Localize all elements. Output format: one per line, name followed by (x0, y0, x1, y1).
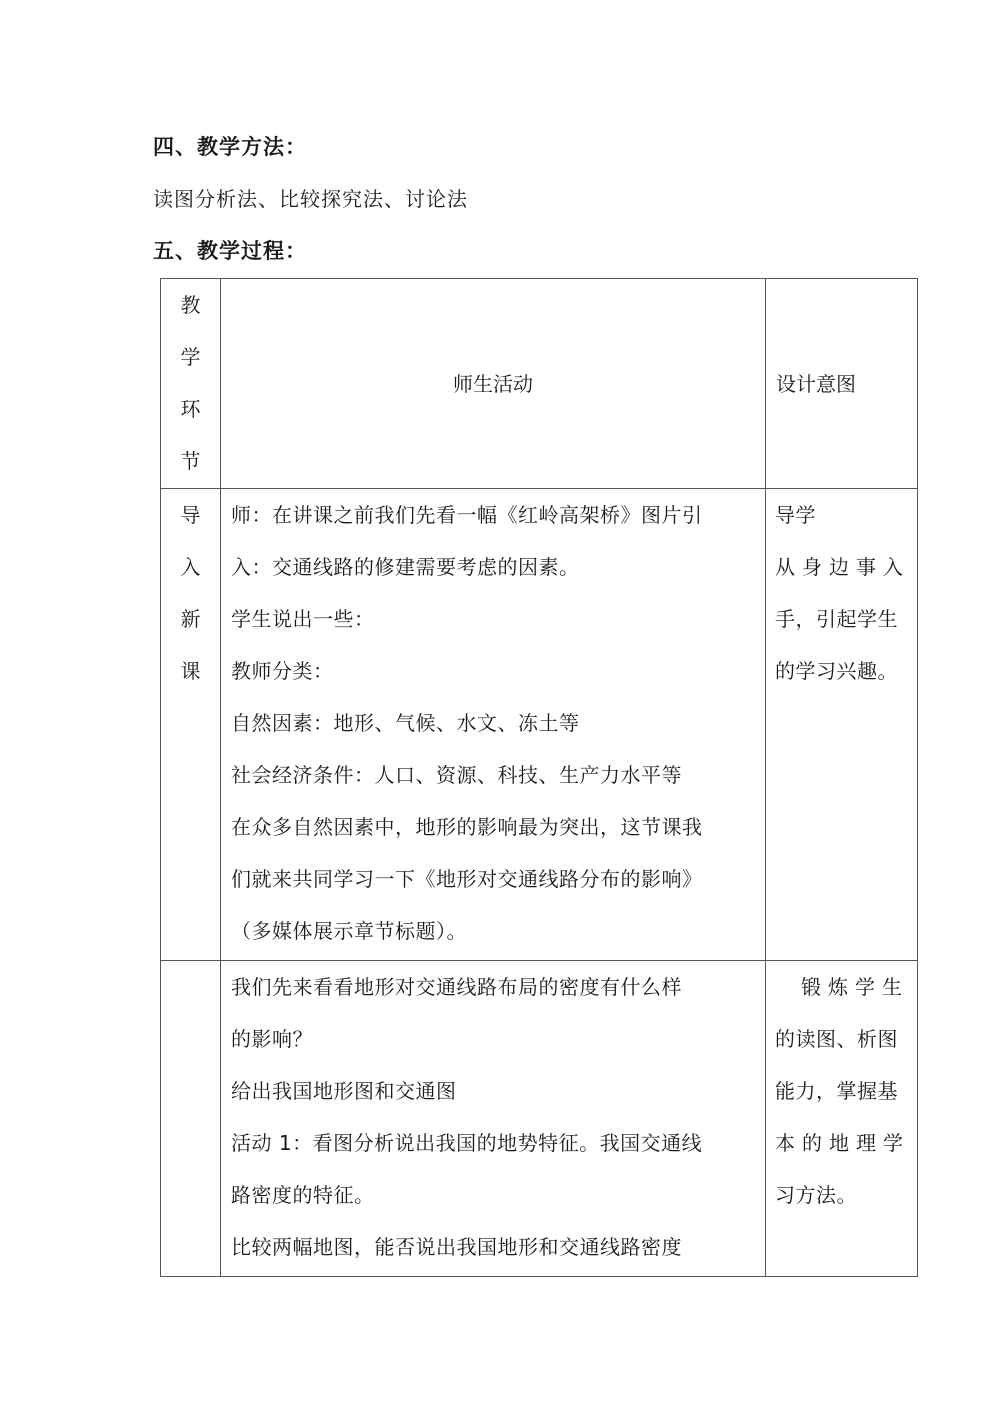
intent-line: 能力，掌握基 (775, 1079, 898, 1103)
header-stage-char: 节 (180, 449, 201, 473)
intent-line: 习方法。 (775, 1183, 857, 1207)
intent-line: 手，引起学生 (775, 607, 898, 631)
stage-char: 入 (180, 555, 201, 579)
activity-line: 学生说出一些： (231, 607, 375, 631)
header-stage-char: 教 (180, 293, 201, 317)
intent-text (766, 961, 917, 1221)
stage-cell (161, 489, 221, 961)
activity-line: 教师分类： (231, 659, 334, 683)
activity-line: 入：交通线路的修建需要考虑的因素。 (231, 555, 580, 579)
header-stage-label (161, 279, 220, 487)
intent-cell (766, 489, 918, 961)
stage-char: 新 (180, 607, 201, 631)
activity-cell (221, 961, 766, 1277)
activity-line: 自然因素：地形、气候、水文、冻土等 (231, 711, 580, 735)
activity-line: （多媒体展示章节标题）。 (231, 919, 467, 943)
table-row (161, 961, 918, 1277)
intent-cell (766, 961, 918, 1277)
intent-line: 的读图、析图 (775, 1027, 898, 1051)
activity-line: 我们先来看看地形对交通线路布局的密度有什么样 (231, 975, 682, 999)
intent-line: 的学习兴趣。 (775, 659, 898, 683)
header-stage-cell (161, 279, 221, 489)
table-row (161, 489, 918, 961)
activity-line: 比较两幅地图，能否说出我国地形和交通线路密度 (231, 1235, 682, 1259)
activity-text (221, 489, 765, 957)
header-stage-char: 学 (180, 345, 201, 369)
activity-line: 师：在讲课之前我们先看一幅《红岭高架桥》图片引 (231, 503, 703, 527)
intent-line: 本的地理学 (775, 1131, 910, 1155)
stage-cell (161, 961, 221, 1277)
teaching-methods-text: 读图分析法、比较探究法、讨论法 (153, 187, 468, 211)
section-heading-teaching-process: 五、教学过程： (153, 239, 307, 263)
activity-cell (221, 489, 766, 961)
activity-line: 社会经济条件：人口、资源、科技、生产力水平等 (231, 763, 682, 787)
intent-line: 导学 (775, 503, 816, 527)
activity-line: 路密度的特征。 (231, 1183, 375, 1207)
activity-line: 的影响？ (231, 1027, 313, 1051)
stage-char: 课 (180, 659, 201, 683)
teaching-process-table (160, 278, 918, 1277)
section-heading-teaching-methods: 四、教学方法： (153, 135, 307, 159)
stage-char: 导 (180, 503, 201, 527)
header-intent-cell: 设计意图 (766, 279, 918, 489)
header-activity-cell: 师生活动 (221, 279, 766, 489)
activity-line: 给出我国地形图和交通图 (231, 1079, 457, 1103)
intent-line: 锻炼学生 (801, 975, 909, 999)
activity-line: 在众多自然因素中，地形的影响最为突出，这节课我 (231, 815, 703, 839)
activity-text (221, 961, 765, 1273)
intent-line: 从身边事入 (775, 555, 910, 579)
activity-line: 们就来共同学习一下《地形对交通线路分布的影响》 (231, 867, 703, 891)
activity-line: 活动 1：看图分析说出我国的地势特征。我国交通线 (231, 1131, 703, 1155)
stage-label (161, 489, 220, 697)
header-stage-char: 环 (180, 397, 201, 421)
table-header-row (161, 279, 918, 489)
intent-text (766, 489, 917, 697)
